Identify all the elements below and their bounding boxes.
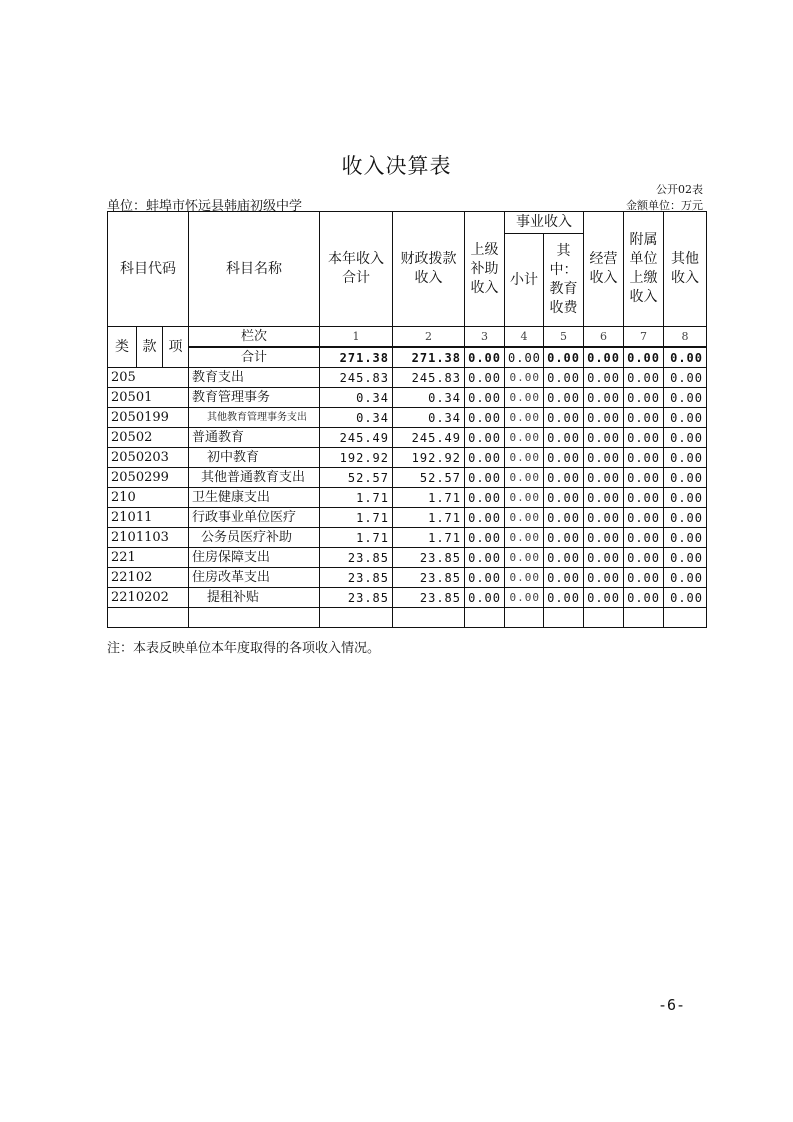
blank-cell [624,608,664,628]
amount-cell: 245.49 [320,428,393,448]
amount-cell: 0.00 [584,368,624,388]
amount-cell: 192.92 [393,448,465,468]
total-cell: 271.38 [393,347,465,368]
table-row [108,448,707,468]
amount-cell: 1.71 [393,488,465,508]
amount-cell: 0.00 [544,488,584,508]
amount-cell: 0.00 [624,488,664,508]
table-body [108,368,707,608]
header-column-no: 栏次 [189,327,320,348]
table-note: 注：本表反映单位本年度取得的各项收入情况。 [107,641,381,656]
amount-cell: 0.00 [465,548,505,568]
amount-cell: 0.00 [584,568,624,588]
total-cell: 0.00 [544,347,584,368]
amount-cell: 0.00 [584,508,624,528]
blank-cell [320,608,393,628]
subject-name-cell: 住房保障支出 [189,548,320,568]
subject-name-cell: 教育管理事务 [189,388,320,408]
subject-code-cell: 2050199 [108,408,189,428]
blank-cell [505,608,544,628]
total-cell: 271.38 [320,347,393,368]
amount-cell: 0.00 [505,588,544,608]
amount-cell: 0.00 [584,388,624,408]
header-lei: 类 [108,327,137,368]
column-number: 2 [393,327,465,348]
subject-name-cell: 卫生健康支出 [189,488,320,508]
amount-cell: 0.00 [505,528,544,548]
header-edu-fees: 其中：教育收费 [544,234,584,327]
subject-name-cell: 行政事业单位医疗 [189,508,320,528]
amount-cell: 0.00 [664,468,707,488]
subject-code-cell: 21011 [108,508,189,528]
amount-cell: 0.34 [320,388,393,408]
amount-cell: 0.00 [505,488,544,508]
amount-cell: 192.92 [320,448,393,468]
header-superior-subsidy: 上级补助收入 [465,212,505,327]
amount-cell: 0.00 [544,468,584,488]
amount-cell: 0.00 [664,488,707,508]
subject-name-cell: 其他普通教育支出 [189,468,320,488]
amount-cell: 0.00 [505,428,544,448]
blank-cell [108,608,189,628]
amount-cell: 0.00 [465,508,505,528]
amount-cell: 0.00 [664,368,707,388]
amount-cell: 0.00 [544,408,584,428]
table-row [108,588,707,608]
amount-cell: 0.00 [544,508,584,528]
amount-cell: 0.00 [624,548,664,568]
amount-cell: 0.00 [664,408,707,428]
blank-cell [544,608,584,628]
header-subtotal: 小计 [505,234,544,327]
subject-code-cell: 205 [108,368,189,388]
form-number: 公开02表 [656,183,703,196]
amount-cell: 0.00 [544,388,584,408]
subject-name-cell: 公务员医疗补助 [189,528,320,548]
amount-cell: 23.85 [320,588,393,608]
amount-cell: 0.00 [544,548,584,568]
amount-cell: 0.00 [624,388,664,408]
total-cell: 0.00 [465,347,505,368]
blank-cell [393,608,465,628]
header-kuan: 款 [137,327,163,368]
amount-cell: 0.00 [624,528,664,548]
amount-cell: 0.00 [544,528,584,548]
subject-code-cell: 2050203 [108,448,189,468]
amount-cell: 23.85 [320,548,393,568]
subject-code-cell: 20501 [108,388,189,408]
blank-cell [664,608,707,628]
subject-code-cell: 210 [108,488,189,508]
header-subject-name: 科目名称 [189,212,320,327]
amount-cell: 0.00 [465,528,505,548]
amount-cell: 1.71 [320,488,393,508]
amount-cell: 0.00 [505,388,544,408]
amount-cell: 0.00 [584,528,624,548]
amount-cell: 0.00 [664,588,707,608]
subject-name-cell: 其他教育管理事务支出 [189,408,320,428]
header-operating-income: 经营收入 [584,212,624,327]
amount-cell: 0.00 [624,588,664,608]
amount-cell: 0.00 [584,488,624,508]
total-row-label: 合计 [189,347,320,368]
header-fiscal-income: 财政拨款收入 [393,212,465,327]
amount-cell: 0.00 [465,588,505,608]
table-row [108,388,707,408]
header-business-income: 事业收入 [505,212,584,234]
table-row [108,408,707,428]
amount-cell: 0.00 [544,368,584,388]
amount-cell: 0.00 [544,568,584,588]
table-row [108,468,707,488]
table-row [108,508,707,528]
header-xiang: 项 [163,327,189,368]
amount-cell: 0.00 [624,368,664,388]
subject-code-cell: 22102 [108,568,189,588]
subject-name-cell: 普通教育 [189,428,320,448]
income-table [107,211,707,628]
amount-cell: 1.71 [320,528,393,548]
amount-cell: 0.00 [584,408,624,428]
table-row [108,368,707,388]
header-other-income: 其他收入 [664,212,707,327]
amount-cell: 0.00 [664,428,707,448]
total-cell: 0.00 [624,347,664,368]
amount-cell: 0.00 [624,508,664,528]
page-title: 收入决算表 [341,154,452,178]
blank-cell [189,608,320,628]
amount-cell: 0.00 [664,448,707,468]
amount-cell: 23.85 [393,548,465,568]
amount-cell: 1.71 [393,528,465,548]
amount-cell: 0.00 [664,568,707,588]
subject-name-cell: 教育支出 [189,368,320,388]
amount-cell: 0.00 [505,508,544,528]
amount-cell: 0.00 [624,448,664,468]
amount-cell: 0.00 [505,548,544,568]
subject-name-cell: 提租补贴 [189,588,320,608]
amount-cell: 245.83 [320,368,393,388]
total-cell: 0.00 [664,347,707,368]
table-row [108,528,707,548]
amount-cell: 1.71 [320,508,393,528]
subject-code-cell: 221 [108,548,189,568]
amount-cell: 0.34 [393,388,465,408]
amount-cell: 245.49 [393,428,465,448]
amount-cell: 0.00 [664,528,707,548]
column-number: 5 [544,327,584,348]
amount-cell: 0.00 [624,468,664,488]
column-number: 1 [320,327,393,348]
page-number: -6- [658,996,686,1014]
amount-cell: 0.34 [393,408,465,428]
amount-cell: 0.00 [505,448,544,468]
money-unit-label: 金额单位：万元 [626,199,703,212]
table-row [108,548,707,568]
amount-cell: 0.00 [505,568,544,588]
amount-cell: 23.85 [393,588,465,608]
amount-cell: 0.00 [465,428,505,448]
amount-cell: 0.00 [465,408,505,428]
amount-cell: 0.00 [465,488,505,508]
total-cell: 0.00 [505,347,544,368]
amount-cell: 0.00 [584,428,624,448]
column-number: 4 [505,327,544,348]
header-total-income: 本年收入合计 [320,212,393,327]
amount-cell: 0.00 [584,468,624,488]
amount-cell: 52.57 [393,468,465,488]
column-number: 8 [664,327,707,348]
column-number: 7 [624,327,664,348]
amount-cell: 0.00 [505,408,544,428]
amount-cell: 0.00 [584,448,624,468]
amount-cell: 0.00 [465,368,505,388]
amount-cell: 0.00 [624,568,664,588]
amount-cell: 1.71 [393,508,465,528]
amount-cell: 0.00 [465,388,505,408]
subject-name-cell: 住房改革支出 [189,568,320,588]
amount-cell: 0.00 [624,408,664,428]
amount-cell: 0.00 [465,568,505,588]
amount-cell: 0.00 [584,548,624,568]
amount-cell: 0.00 [544,588,584,608]
subject-code-cell: 2050299 [108,468,189,488]
amount-cell: 245.83 [393,368,465,388]
table-row [108,568,707,588]
amount-cell: 52.57 [320,468,393,488]
blank-cell [584,608,624,628]
table-row [108,428,707,448]
amount-cell: 0.00 [664,508,707,528]
blank-cell [465,608,505,628]
total-cell: 0.00 [584,347,624,368]
amount-cell: 0.00 [624,428,664,448]
subject-code-cell: 2210202 [108,588,189,608]
amount-cell: 0.00 [584,588,624,608]
amount-cell: 0.00 [505,368,544,388]
subject-code-cell: 20502 [108,428,189,448]
subject-code-cell: 2101103 [108,528,189,548]
amount-cell: 23.85 [393,568,465,588]
subject-name-cell: 初中教育 [189,448,320,468]
header-affiliated-income: 附属单位上缴收入 [624,212,664,327]
unit-label: 单位：蚌埠市怀远县韩庙初级中学 [107,199,303,214]
amount-cell: 0.34 [320,408,393,428]
column-number: 3 [465,327,505,348]
amount-cell: 0.00 [544,448,584,468]
column-number: 6 [584,327,624,348]
header-subject-code: 科目代码 [108,212,189,327]
table-row [108,488,707,508]
amount-cell: 0.00 [664,548,707,568]
amount-cell: 0.00 [465,448,505,468]
amount-cell: 23.85 [320,568,393,588]
amount-cell: 0.00 [505,468,544,488]
amount-cell: 0.00 [465,468,505,488]
amount-cell: 0.00 [664,388,707,408]
amount-cell: 0.00 [544,428,584,448]
